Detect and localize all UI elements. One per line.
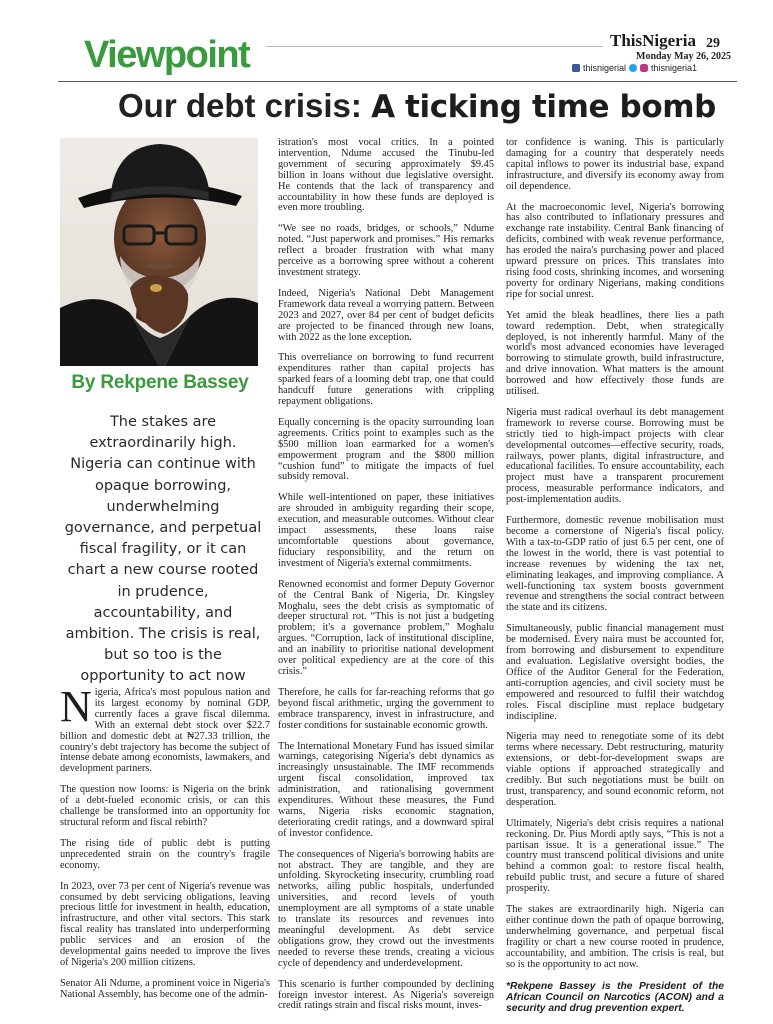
article-paragraph: Simultaneously, public financial management must be modernised. Every naira must be accounted for, from borrowing and disbursement to expenditure and evaluation. Legislative oversight bodies, the Office of the Auditor General for the Federation, anti-corruption agencies, and civil society must be empowered and resourced to fulfil their watchdog roles. Fiscal discipline must replace budgetary indiscipline. xyxy=(506,623,724,722)
article-paragraph: This overreliance on borrowing to fund recurrent expenditures rather than capital projects has sparked fears of a looming debt trap, one that could handcuff future generations with crippling repayment obligations. xyxy=(278,352,494,408)
issue-date: Monday May 26, 2025 xyxy=(636,51,731,62)
author-photo xyxy=(60,138,258,366)
article-paragraph: Nigeria must radical overhaul its debt management framework to reverse course. Borrowing must be strictly tied to high-impact projects with clear developmental outcomes—effective security, roads, railways, power plants, digital infrastructure, and educational facilities. To ensure accountability, each project must have a transparent procurement process, measurable performance indicators, and post-implementation audits. xyxy=(506,406,724,506)
header-rule xyxy=(266,46,603,47)
article-paragraph: Equally concerning is the opacity surrounding loan agreements. Critics point to examples such as the $500 million loan earmarked for a women's empowerment program and the $800 million “cushion fund” to mitigate the impacts of fuel subsidy removal. xyxy=(278,416,494,483)
article-paragraph: tor confidence is waning. This is particularly damaging for a country that desperately needs capital inflows to power its industrial base, expand infrastructure, and diversify its economy away from oil dependence. xyxy=(506,137,724,192)
article-paragraph: While well-intentioned on paper, these initiatives are shrouded in ambiguity regarding their scope, execution, and measurable outcomes. Without clear impact assessments, these loans raise uncomfortable questions about governance, fiduciary responsibility, and the return on investment of Nigeria's external commitments. xyxy=(278,492,494,569)
article-paragraph: The rising tide of public debt is putting unprecedented strain on the country's fragile economy. xyxy=(60,837,270,871)
author-byline: By Rekpene Bassey xyxy=(71,372,249,393)
social-handle-left: thisnigerial xyxy=(583,63,627,73)
headline-part-2: A ticking time bomb xyxy=(371,89,716,125)
article-column-3 xyxy=(506,138,724,1024)
publisher-name: ThisNigeria xyxy=(610,31,696,50)
social-handles xyxy=(572,63,697,73)
article-column-1 xyxy=(60,682,270,1011)
article-paragraph: “We see no roads, bridges, or schools,” Ndume noted. “Just paperwork and promises.” His remarks reflect a broader frustration with what many perceive as a borrowing spree without a coherent investment strategy. xyxy=(278,223,494,278)
instagram-icon xyxy=(640,64,648,72)
article-paragraph: The stakes are extraordinarily high. Nigeria can either continue down the path of opaque borrowing, underwhelming governance, and perpetual fiscal fragility or chart a new course rooted in prudence, accountability, and ambition. The crisis is real, but so is the opportunity to act now. xyxy=(506,904,724,970)
article-paragraph: The International Monetary Fund has issued similar warnings, categorising Nigeria's debt dynamics as increasingly unsustainable. The IMF recommends urgent fiscal consolidation, improved tax administration, and rationalising government expenditures. Without these measures, the Fund warns, Nigeria risks economic stagnation, deteriorating credit ratings, and a downward spiral of investor confidence. xyxy=(278,740,494,839)
article-paragraph: Yet amid the bleak headlines, there lies a path toward redemption. Debt, when strategically deployed, is not inherently harmful. Many of the world's most advanced economies have leveraged borrowing to stimulate growth, build infrastructure, and drive innovation. What matters is the amount borrowed and how effectively those funds are utilised. xyxy=(506,309,724,398)
article-paragraph: Nigeria may need to renegotiate some of its debt terms where necessary. Debt restructuring, maturity extensions, or debt-for-development swaps are viable options if approached strategically and credibly. But such negotiations must be built on trust, transparency, and sound economic reform, not desperation. xyxy=(506,731,724,808)
section-title: Viewpoint xyxy=(84,34,250,76)
social-handle-right: thisnigeria1 xyxy=(651,63,698,73)
section-logo xyxy=(84,34,264,76)
headline-part-1: Our debt crisis: xyxy=(118,87,372,124)
article-paragraph: This scenario is further compounded by declining foreign investor interest. As Nigeria's sovereign credit ratings strain and fiscal risks mount, inves- xyxy=(278,978,494,1012)
article-paragraph: Renowned economist and former Deputy Governor of the Central Bank of Nigeria, Dr. Kingsley Moghalu, sees the debt crisis as symptomatic of deeper structural rot. “This is not just a budgeting problem; it's a governance problem,” Moghalu argues. “Corruption, lack of institutional discipline, and an inability to prioritise national development over political expediency are at the core of this crisis.” xyxy=(278,578,494,677)
article-paragraph: Furthermore, domestic revenue mobilisation must become a cornerstone of Nigeria's fiscal policy. With a tax-to-GDP ratio of just 6.5 per cent, one of the lowest in the world, there is vast potential to increase revenues by widening the tax net, eliminating leakages, and improving compliance. A well-functioning tax system boosts government revenue and strengthens the social contract between the state and its citizens. xyxy=(506,515,724,614)
facebook-icon xyxy=(572,64,580,72)
article-paragraph: The question now looms: is Nigeria on the brink of a debt-fueled economic crisis, or can this challenge be transformed into an opportunity for structural reform and fiscal rebirth? xyxy=(60,784,270,828)
article-paragraph: The consequences of Nigeria's borrowing habits are not abstract. They are tangible, and they are unfolding. Skyrocketing insecurity, crumbling road networks, ailing public hospitals, underfunded universities, and record levels of youth unemployment are all symptoms of a state unable to translate its resources and revenues into meaningful development. As debt service obligations grow, they crowd out the investments needed to reverse these trends, creating a vicious cycle of dependency and underdevelopment. xyxy=(278,848,494,969)
article-paragraph xyxy=(60,682,270,775)
twitter-icon xyxy=(629,64,637,72)
drop-cap: N xyxy=(60,682,92,731)
page-number: 29 xyxy=(706,36,720,51)
article-paragraph: Therefore, he calls for far-reaching reforms that go beyond fiscal arithmetic, urging the government to embrace transparency, invest in infrastructure, and foster conditions for sustainable economic growth. xyxy=(278,686,494,731)
article-paragraph: Ultimately, Nigeria's debt crisis requires a national reckoning. Dr. Pius Mordi aptly says, “This is not a partisan issue. It is a generational issue.” The country must transcend political divisions and unite behind a common goal: to restore fiscal health, rebuild public trust, and secure a future of shared prosperity. xyxy=(506,817,724,895)
article-paragraph: In 2023, over 73 per cent of Nigeria's revenue was consumed by debt servicing obligations, leaving precious little for investment in health, education, infrastructure, and other vital sectors. This stark fiscal reality has translated into underperforming public services and an erosion of the developmental gains needed to improve the lives of Nigeria's 200 million citizens. xyxy=(60,880,270,968)
article-column-2 xyxy=(278,138,494,1022)
article-paragraph: Senator Ali Ndume, a prominent voice in Nigeria's National Assembly, has become one of the admin- xyxy=(60,977,270,1000)
pull-quote: The stakes are extraordinarily high. Nigeria can continue with opaque borrowing, underwhelming governance, and perpetual fiscal fragility, or it can chart a new course rooted in prudence, accountability, and ambition. The crisis is real, but so too is the opportunity to act now xyxy=(64,414,262,685)
article-paragraph: At the macroeconomic level, Nigeria's borrowing has also contributed to inflationary pressures and exchange rate instability. Central Bank financing of deficits, combined with weak revenue performance, has eroded the naira's purchasing power and placed upward pressure on prices. This translates into rising food costs, shrinking incomes, and worsening poverty for ordinary Nigerians, making conditions ripe for social unrest. xyxy=(506,201,724,300)
article-paragraph: Indeed, Nigeria's National Debt Management Framework data reveal a worrying pattern. Between 2023 and 2027, over 84 per cent of budget deficits are projected to be financed through new loans, with 2022 as the lone exception. xyxy=(278,287,494,343)
masthead-divider xyxy=(58,81,737,82)
article-paragraph: istration's most vocal critics. In a pointed intervention, Ndume accused the Tinubu-led government of securing approximately $9.45 billion in loans without due legislative oversight. He contends that the lack of transparency and accountability in how these funds are deployed is even more troubling. xyxy=(278,137,494,214)
lead-text: igeria, Africa's most populous nation and its largest economy by nominal GDP, currently faces a grave fiscal dilemma. With an external debt stock over $22.7 billion and domestic debt at ₦27.33 trillion, the country's debt trajectory has become the subject of intense debate among economists, lawmakers, and development partners. xyxy=(60,687,270,775)
author-bio: *Rekpene Bassey is the President of the African Council on Narcotics (ACON) and a security and drug prevention expert. xyxy=(506,980,724,1014)
headline xyxy=(118,86,738,127)
